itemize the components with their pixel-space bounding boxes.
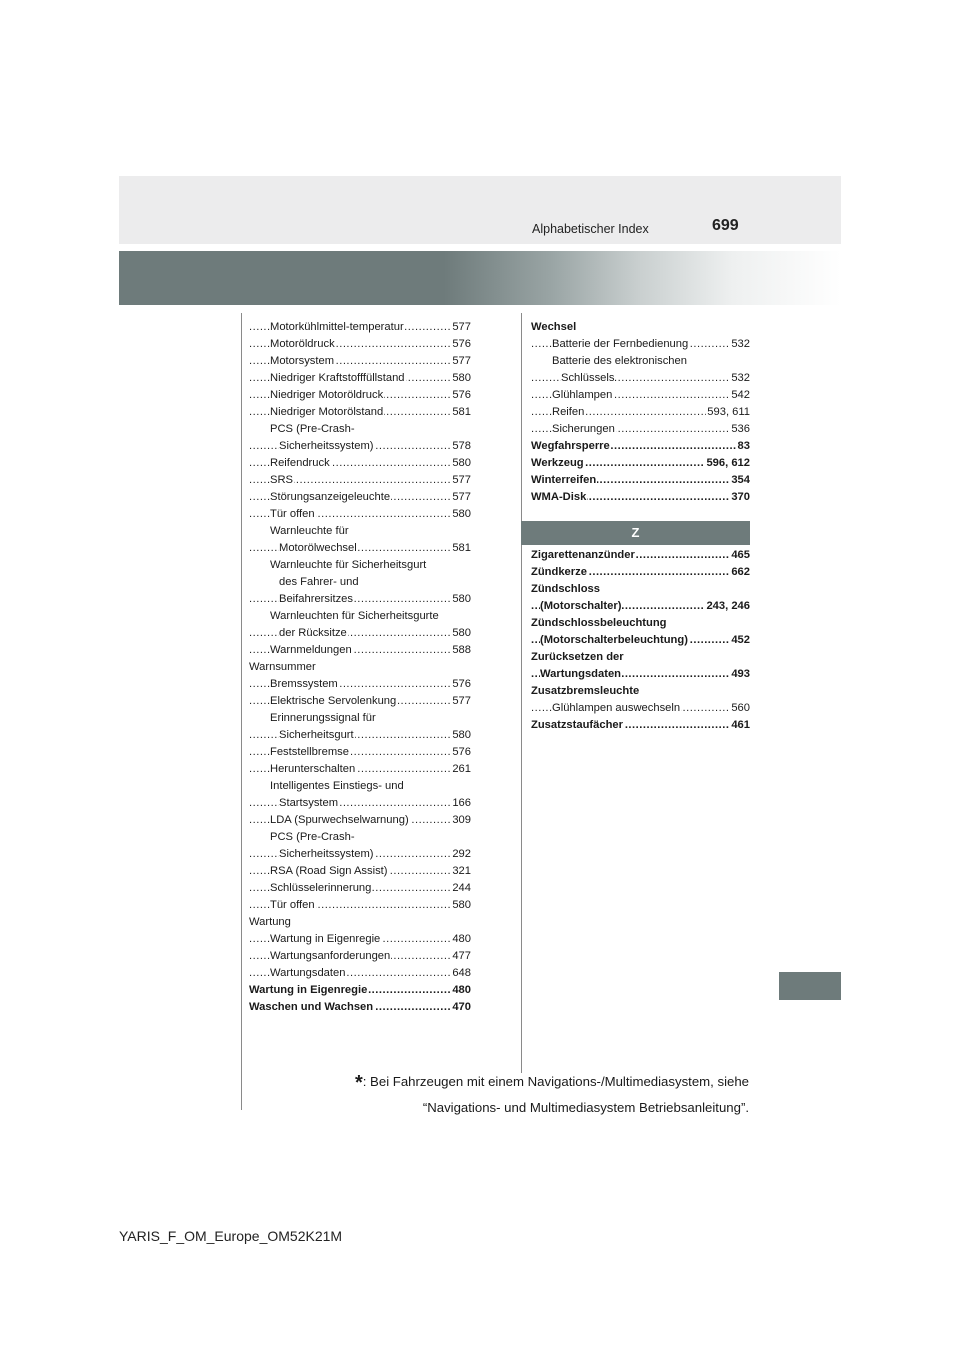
index-entry-text: Reifen bbox=[552, 406, 585, 418]
index-entry bbox=[249, 931, 471, 948]
index-entry-page: 581 bbox=[451, 404, 471, 421]
index-entry-text: SRS bbox=[270, 474, 294, 486]
index-entry-page: 532 bbox=[730, 370, 750, 387]
footnote-line-1: : Bei Fahrzeugen mit einem Navigations-/Multimediasystem, siehe bbox=[362, 1074, 749, 1089]
index-entry bbox=[249, 914, 471, 931]
index-entry-page: 577 bbox=[451, 319, 471, 336]
index-entry-page: 580 bbox=[451, 727, 471, 744]
index-entry-text: Winterreifen bbox=[531, 474, 597, 486]
index-entry-page: 354 bbox=[730, 472, 750, 489]
index-entry-text: Tür offen bbox=[270, 899, 315, 911]
page-title: Alphabetischer Index bbox=[532, 222, 649, 236]
index-entry bbox=[249, 472, 471, 489]
index-entry-text: Warnleuchten für Sicherheitsgurte bbox=[270, 610, 439, 622]
index-entry-page: 536 bbox=[730, 421, 750, 438]
index-entry-text: Sicherungen bbox=[552, 423, 615, 435]
header-band bbox=[119, 251, 841, 305]
index-entry bbox=[249, 625, 471, 642]
column-divider bbox=[521, 313, 522, 1073]
index-entry bbox=[249, 676, 471, 693]
index-entry bbox=[249, 404, 471, 421]
index-entry bbox=[531, 472, 750, 489]
index-entry-page: 576 bbox=[451, 744, 471, 761]
index-entry bbox=[531, 387, 750, 404]
index-entry-page: 461 bbox=[730, 717, 750, 734]
index-entry bbox=[249, 438, 471, 455]
index-entry-page: 578 bbox=[451, 438, 471, 455]
index-entry-text: Wegfahrsperre bbox=[531, 440, 610, 452]
index-entry bbox=[249, 863, 471, 880]
index-entry bbox=[249, 982, 471, 999]
index-entry-text: Tür offen bbox=[270, 508, 315, 520]
index-entry-text: Sicherheitsgurt bbox=[279, 729, 354, 741]
index-entry-text: der Rücksitze bbox=[279, 627, 347, 639]
index-entry-text: Schlüsselerinnerung bbox=[270, 882, 372, 894]
index-entry bbox=[249, 659, 471, 676]
index-entry-text: Warnleuchte für bbox=[270, 525, 349, 537]
index-entry-page: 83 bbox=[737, 438, 750, 455]
document-id: YARIS_F_OM_Europe_OM52K21M bbox=[119, 1228, 343, 1244]
index-entry-page: 465 bbox=[730, 547, 750, 564]
left-margin-line bbox=[241, 313, 242, 1110]
index-entry bbox=[531, 564, 750, 581]
index-entry bbox=[249, 727, 471, 744]
index-entry bbox=[531, 319, 750, 336]
index-entry-text: (Motorschalter) bbox=[540, 600, 622, 612]
index-entry-text: Wartungsanforderungen bbox=[270, 950, 391, 962]
index-entry bbox=[531, 632, 750, 649]
index-entry-page: 452 bbox=[730, 632, 750, 649]
index-entry-page: 593, 611 bbox=[706, 404, 750, 421]
index-entry bbox=[249, 744, 471, 761]
section-tab bbox=[779, 972, 841, 1000]
index-entry bbox=[249, 387, 471, 404]
index-entry-text: Zigarettenanzünder bbox=[531, 549, 635, 561]
index-entry-page: 577 bbox=[451, 353, 471, 370]
index-entry bbox=[531, 404, 750, 421]
index-entry-text: Elektrische Servolenkung bbox=[270, 695, 397, 707]
index-entry-text: Herunterschalten bbox=[270, 763, 356, 775]
index-entry-text: Wartung in Eigenregie bbox=[249, 984, 368, 996]
index-entry bbox=[249, 489, 471, 506]
index-entry-text: Sicherheitssystem) bbox=[279, 848, 374, 860]
index-entry bbox=[249, 523, 471, 540]
index-entry bbox=[249, 693, 471, 710]
index-entry-page: 261 bbox=[451, 761, 471, 778]
index-entry-text: Zündschloss bbox=[531, 583, 600, 595]
footnote-marker: * bbox=[354, 1072, 363, 1094]
index-entry-text: Startsystem bbox=[279, 797, 339, 809]
index-entry-text: RSA (Road Sign Assist) bbox=[270, 865, 388, 877]
index-entry-text: Intelligentes Einstiegs- und bbox=[270, 780, 404, 792]
index-entry-text: Wartung bbox=[249, 916, 291, 928]
index-entry bbox=[531, 455, 750, 472]
index-column-left bbox=[249, 319, 471, 1016]
index-entry-page: 648 bbox=[451, 965, 471, 982]
footnote bbox=[423, 1100, 749, 1115]
index-entry-text: Zündschlossbeleuchtung bbox=[531, 617, 667, 629]
index-entry-page: 480 bbox=[451, 982, 471, 999]
index-entry bbox=[249, 455, 471, 472]
index-column-right-top bbox=[531, 319, 750, 506]
index-entry bbox=[249, 608, 471, 625]
index-entry-page: 477 bbox=[451, 948, 471, 965]
index-entry-text: Zurücksetzen der bbox=[531, 651, 624, 663]
index-entry bbox=[249, 506, 471, 523]
index-entry bbox=[249, 319, 471, 336]
index-entry bbox=[249, 795, 471, 812]
index-entry-text: LDA (Spurwechselwarnung) bbox=[270, 814, 409, 826]
index-entry-page: 577 bbox=[451, 472, 471, 489]
index-entry-page: 576 bbox=[451, 676, 471, 693]
index-entry-text: WMA-Disk bbox=[531, 491, 587, 503]
index-entry-text: Niedriger Kraftstofffüllstand bbox=[270, 372, 405, 384]
index-entry bbox=[249, 710, 471, 727]
index-entry-text: Feststellbremse bbox=[270, 746, 349, 758]
index-entry-page: 532 bbox=[730, 336, 750, 353]
index-entry bbox=[249, 999, 471, 1016]
index-entry bbox=[531, 649, 750, 666]
index-entry-page: 580 bbox=[451, 506, 471, 523]
index-entry-page: 581 bbox=[451, 540, 471, 557]
index-entry bbox=[531, 598, 750, 615]
index-entry-text: Warnsummer bbox=[249, 661, 316, 673]
index-entry bbox=[249, 778, 471, 795]
index-entry bbox=[249, 846, 471, 863]
index-entry-text: Wartungsdaten bbox=[270, 967, 346, 979]
index-column-right-bottom bbox=[531, 547, 750, 734]
index-entry-text: des Fahrer- und bbox=[279, 576, 359, 588]
index-entry-page: 662 bbox=[730, 564, 750, 581]
index-entry-text: PCS (Pre-Crash- bbox=[270, 831, 355, 843]
index-entry bbox=[249, 812, 471, 829]
index-entry-text: Motorkühlmittel-temperatur bbox=[270, 321, 404, 333]
index-entry-text: Schlüssels bbox=[561, 372, 615, 384]
index-entry-text: Glühlampen auswechseln bbox=[552, 702, 681, 714]
index-entry-text: PCS (Pre-Crash- bbox=[270, 423, 355, 435]
index-entry bbox=[531, 438, 750, 455]
index-entry bbox=[531, 336, 750, 353]
index-entry bbox=[249, 591, 471, 608]
index-entry-page: 480 bbox=[451, 931, 471, 948]
index-entry bbox=[249, 370, 471, 387]
index-entry-page: 580 bbox=[451, 455, 471, 472]
index-entry bbox=[531, 581, 750, 598]
index-entry-page: 577 bbox=[451, 693, 471, 710]
index-entry-text: Sicherheitssystem) bbox=[279, 440, 374, 452]
index-entry-text: Zündkerze bbox=[531, 566, 587, 578]
index-entry bbox=[249, 421, 471, 438]
index-entry-text: Glühlampen bbox=[552, 389, 613, 401]
index-entry bbox=[531, 683, 750, 700]
index-entry-page: 580 bbox=[451, 591, 471, 608]
index-entry bbox=[531, 666, 750, 683]
footnote bbox=[355, 1072, 749, 1095]
index-entry bbox=[531, 547, 750, 564]
index-entry-page: 576 bbox=[451, 336, 471, 353]
index-entry bbox=[531, 489, 750, 506]
index-entry bbox=[249, 948, 471, 965]
index-entry-page: 309 bbox=[451, 812, 471, 829]
index-entry bbox=[249, 897, 471, 914]
index-entry-text: Warnmeldungen bbox=[270, 644, 352, 656]
index-entry bbox=[249, 557, 471, 574]
index-entry-page: 580 bbox=[451, 625, 471, 642]
index-entry-page: 576 bbox=[451, 387, 471, 404]
index-entry-page: 542 bbox=[730, 387, 750, 404]
index-entry-text: Werkzeug bbox=[531, 457, 584, 469]
index-entry-page: 321 bbox=[451, 863, 471, 880]
footnote-line-2: “Navigations- und Multimediasystem Betriebsanleitung”. bbox=[422, 1100, 749, 1115]
index-entry-page: 292 bbox=[451, 846, 471, 863]
index-entry-text: Reifendruck bbox=[270, 457, 330, 469]
index-entry bbox=[531, 615, 750, 632]
index-entry-text: Zusatzbremsleuchte bbox=[531, 685, 640, 697]
index-entry bbox=[249, 540, 471, 557]
index-entry-page: 370 bbox=[730, 489, 750, 506]
index-entry-text: Niedriger Motoröldruck bbox=[270, 389, 384, 401]
index-entry bbox=[249, 829, 471, 846]
index-entry-text: Störungsanzeigeleuchte bbox=[270, 491, 391, 503]
index-entry-text: Warnleuchte für Sicherheitsgurt bbox=[270, 559, 427, 571]
page-number: 699 bbox=[712, 217, 739, 234]
index-entry-page: 596, 612 bbox=[705, 455, 750, 472]
index-entry-page: 244 bbox=[451, 880, 471, 897]
index-entry-text: (Motorschalterbeleuchtung) bbox=[540, 634, 688, 646]
index-entry-text: Erinnerungssignal für bbox=[270, 712, 376, 724]
index-entry-text: Niedriger Motorölstand bbox=[270, 406, 384, 418]
index-entry-page: 580 bbox=[451, 897, 471, 914]
index-entry-text: Zusatzstaufächer bbox=[531, 719, 624, 731]
index-entry-page: 580 bbox=[451, 370, 471, 387]
index-entry bbox=[249, 336, 471, 353]
index-entry-page: 243, 246 bbox=[705, 598, 750, 615]
index-entry-text: Batterie der Fernbedienung bbox=[552, 338, 689, 350]
index-entry-page: 470 bbox=[451, 999, 471, 1016]
index-entry-page: 577 bbox=[451, 489, 471, 506]
index-entry-text: Wartung in Eigenregie bbox=[270, 933, 381, 945]
index-entry bbox=[531, 717, 750, 734]
index-entry-page: 588 bbox=[451, 642, 471, 659]
index-entry-text: Bremssystem bbox=[270, 678, 338, 690]
index-entry bbox=[249, 880, 471, 897]
index-entry bbox=[249, 642, 471, 659]
index-entry-text: Wechsel bbox=[531, 321, 577, 333]
index-entry-text: Waschen und Wachsen bbox=[249, 1001, 374, 1013]
index-entry bbox=[531, 700, 750, 717]
index-entry bbox=[531, 370, 750, 387]
index-entry-page: 166 bbox=[451, 795, 471, 812]
index-entry bbox=[249, 965, 471, 982]
index-entry bbox=[531, 353, 750, 370]
index-entry-text: Beifahrersitzes bbox=[279, 593, 353, 605]
index-entry-text: Batterie des elektronischen bbox=[552, 355, 687, 367]
index-entry-text: Motorsystem bbox=[270, 355, 335, 367]
index-entry-page: 493 bbox=[730, 666, 750, 683]
index-entry bbox=[249, 761, 471, 778]
section-letter-bar: Z bbox=[521, 521, 750, 545]
index-entry bbox=[249, 574, 471, 591]
index-entry bbox=[531, 421, 750, 438]
index-entry-text: Motorölwechsel bbox=[279, 542, 357, 554]
index-entry-text: Wartungsdaten bbox=[540, 668, 622, 680]
index-entry-page: 560 bbox=[730, 700, 750, 717]
index-entry bbox=[249, 353, 471, 370]
index-entry-text: Motoröldruck bbox=[270, 338, 335, 350]
